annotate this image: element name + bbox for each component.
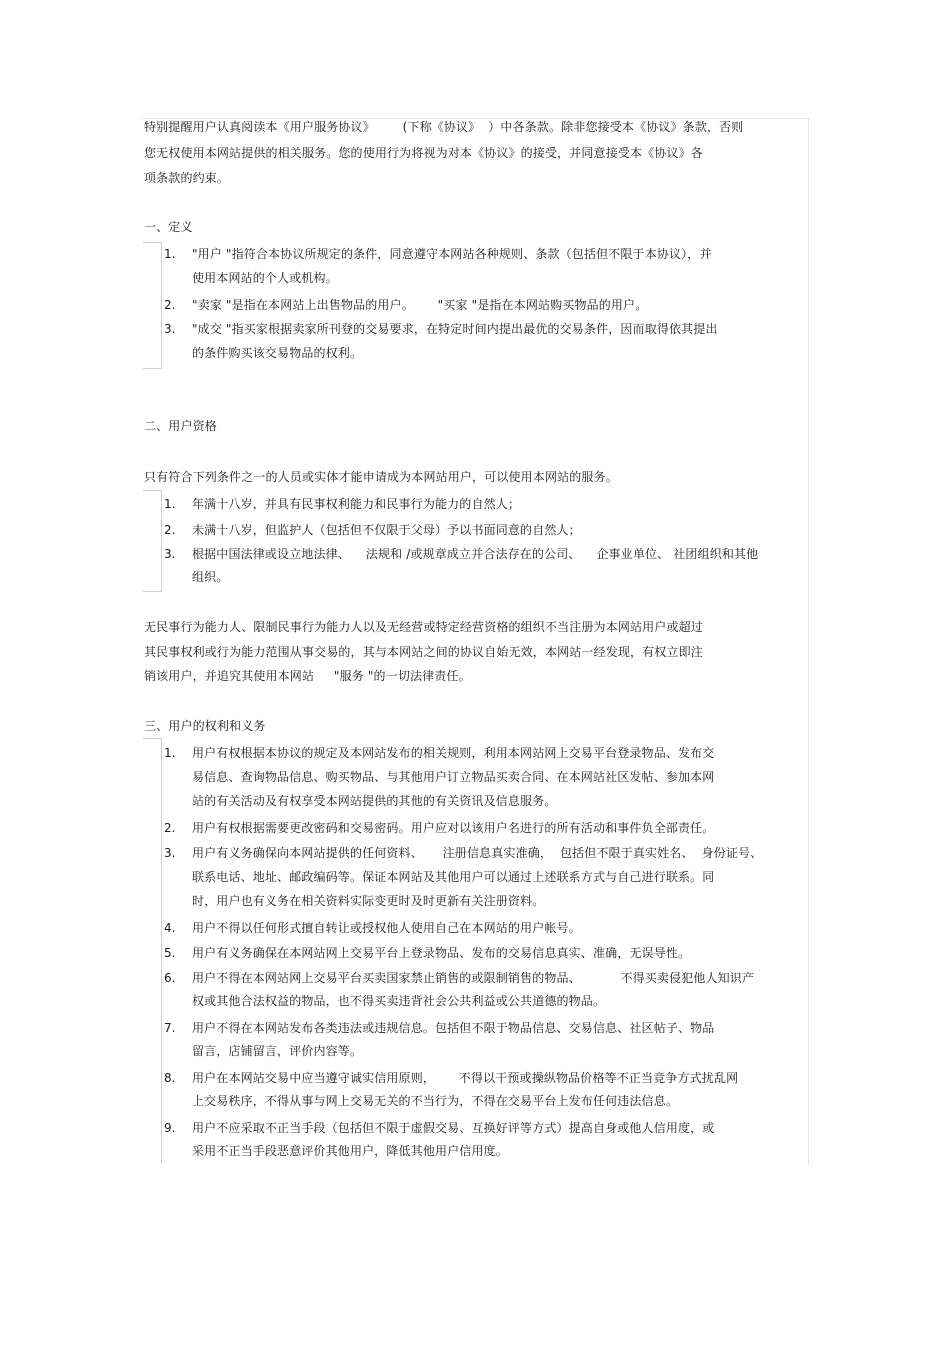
intro-line: 项条款的约束。 [144, 171, 230, 185]
list-item-text: "成交 "指买家根据卖家所刊登的交易要求，在特定时间内提出最优的交易条件，因而取得依其提出 [192, 322, 718, 336]
list-item-text: 用户不得在本网站网上交易平台买卖国家禁止销售的或限制销售的物品、 不得买卖侵犯他人知识产 [192, 971, 755, 985]
list-item-text: 时，用户也有义务在相关资料实际变更时及时更新有关注册资料。 [192, 894, 545, 908]
intro-line: 您无权使用本网站提供的相关服务。您的使用行为将视为对本《协议》的接受，并同意接受本《协议》各 [144, 146, 703, 160]
list-item-text: 的条件购买该交易物品的权利。 [192, 346, 363, 360]
list-item-number: 3. [164, 322, 176, 336]
list-item-text: 用户有权根据需要更改密码和交易密码。用户应对以该用户名进行的所有活动和事件负全部责任。 [192, 821, 715, 835]
section-3-heading: 三、用户的权利和义务 [144, 719, 266, 733]
list-item-text: 用户不应采取不正当手段（包括但不限于虚假交易、互换好评等方式）提高自身或他人信用度，或 [192, 1121, 715, 1135]
list-item-text: 用户不得以任何形式擅自转让或授权他人使用自己在本网站的用户帐号。 [192, 921, 581, 935]
list-item-number: 1. [164, 247, 176, 261]
section-1-heading: 一、定义 [144, 220, 193, 234]
list-item-text: 采用不正当手段恶意评价其他用户，降低其他用户信用度。 [192, 1144, 508, 1158]
list-item-text: 用户在本网站交易中应当遵守诚实信用原则， 不得以干预或操纵物品价格等不正当竞争方式扰乱网 [192, 1071, 739, 1085]
list-item-text: "卖家 "是指在本网站上出售物品的用户。 "买家 "是指在本网站购买物品的用户。 [192, 298, 648, 312]
list-item-number: 9. [164, 1121, 176, 1135]
list-item-number: 4. [164, 921, 176, 935]
section-2-note: 销该用户，并追究其使用本网站 "服务 "的一切法律责任。 [144, 669, 471, 683]
list-item-text: 留言，店铺留言，评价内容等。 [192, 1044, 363, 1058]
list-item-number: 1. [164, 746, 176, 760]
list-item-number: 1. [164, 497, 176, 511]
list-bracket [143, 738, 162, 1163]
intro-line: 特别提醒用户认真阅读本《用户服务协议》 (下称《协议》 ）中各条款。除非您接受本《协议》条款，否则 [144, 120, 744, 134]
list-item-number: 2. [164, 821, 176, 835]
list-item-number: 5. [164, 946, 176, 960]
list-item-text: 未满十八岁，但监护人（包括但不仅限于父母）予以书面同意的自然人； [192, 523, 581, 537]
list-item-text: 站的有关活动及有权享受本网站提供的其他的有关资讯及信息服务。 [192, 794, 557, 808]
list-item-text: 权或其他合法权益的物品，也不得买卖违背社会公共利益或公共道德的物品。 [192, 994, 606, 1008]
list-item-text: 年满十八岁，并具有民事权利能力和民事行为能力的自然人； [192, 497, 521, 511]
list-item-number: 6. [164, 971, 176, 985]
list-item-number: 3. [164, 547, 176, 561]
section-2-lead: 只有符合下列条件之一的人员或实体才能申请成为本网站用户，可以使用本网站的服务。 [144, 470, 618, 484]
list-item-number: 8. [164, 1071, 176, 1085]
section-2-note: 无民事行为能力人、限制民事行为能力人以及无经营或特定经营资格的组织不当注册为本网站用户或超过 [144, 620, 703, 634]
list-item-text: "用户 "指符合本协议所规定的条件，同意遵守本网站各种规则、条款（包括但不限于本协议），并 [192, 247, 712, 261]
list-bracket [143, 242, 162, 369]
list-item-text: 用户有义务确保在本网站网上交易平台上登录物品、发布的交易信息真实、准确，无误导性。 [192, 946, 691, 960]
list-item-text: 用户有权根据本协议的规定及本网站发布的相关规则，利用本网站网上交易平台登录物品、发布交 [192, 746, 715, 760]
list-item-text: 组织。 [192, 570, 229, 584]
list-item-number: 3. [164, 846, 176, 860]
list-bracket [143, 490, 162, 592]
list-item-text: 使用本网站的个人或机构。 [192, 271, 338, 285]
list-item-number: 7. [164, 1021, 176, 1035]
list-item-text: 用户有义务确保向本网站提供的任何资料、 注册信息真实准确， 包括但不限于真实姓名、 身份证号、 [192, 846, 763, 860]
section-2-note: 其民事权利或行为能力范围从事交易的，其与本网站之间的协议自始无效，本网站一经发现，有权立即注 [144, 645, 703, 659]
section-2-heading: 二、用户资格 [144, 419, 217, 433]
list-item-text: 上交易秩序，不得从事与网上交易无关的不当行为，不得在交易平台上发布任何违法信息。 [192, 1094, 679, 1108]
list-item-number: 2. [164, 523, 176, 537]
list-item-text: 联系电话、地址、邮政编码等。保证本网站及其他用户可以通过上述联系方式与自己进行联系。同 [192, 870, 715, 884]
list-item-text: 用户不得在本网站发布各类违法或违规信息。包括但不限于物品信息、交易信息、社区帖子、物品 [192, 1021, 715, 1035]
list-item-number: 2. [164, 298, 176, 312]
list-item-text: 根据中国法律或设立地法律、 法规和 /或规章成立并合法存在的公司、 企事业单位、 社团组织和其他 [192, 547, 759, 561]
list-item-text: 易信息、查询物品信息、购买物品、与其他用户订立物品买卖合同、在本网站社区发帖、参加本网 [192, 770, 715, 784]
